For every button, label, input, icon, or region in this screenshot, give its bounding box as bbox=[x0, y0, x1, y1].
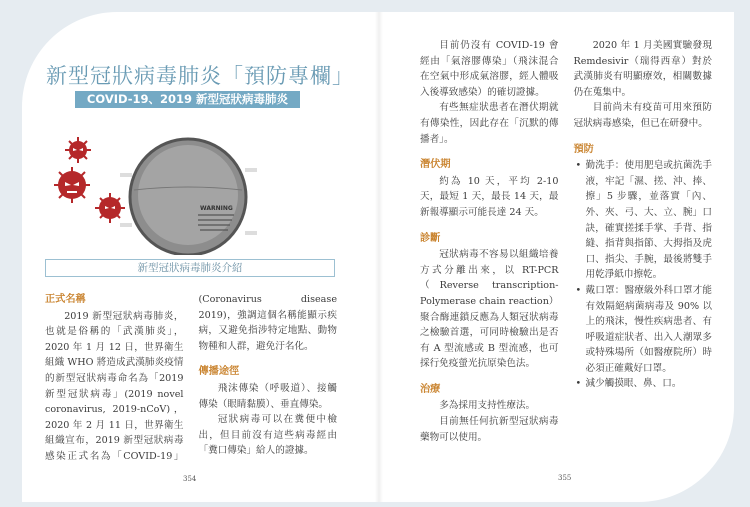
paragraph: 冠狀病毒可以在糞便中檢出，但目前沒有這些病毒經由「糞口傳染」給人的證據。 bbox=[198, 414, 337, 457]
list-item: • 戴口罩：醫療級外科口罩才能有效隔絕病菌病毒及 90% 以上的飛沫，慢性疾病患者、有呼吸道症狀者、出入人潮眾多或特殊場所（如醫療院所）時必須正確戴好口罩。 bbox=[574, 283, 713, 377]
section-heading: 傳播途徑 bbox=[198, 366, 240, 378]
paragraph: 2019 新型冠狀病毒肺炎，也就是俗稱的「武漢肺炎」，2020 年 1 月 12 日，世界衛生組織 WHO 將造成武漢肺炎疫情的新型冠狀病毒命名為「2019 新型冠狀病毒」(2019 novel coronavirus, 2019-nCoV)，2020 年 2 月 11 日，世界衛生組織宣布，2019 新型冠狀病毒感染正式名為「COVID-19」(Coronavirus disease 2019)，強調這個名稱能顯示疾病，又避免指涉特定地點、動物物種和人群，避免汙名化。 bbox=[45, 294, 337, 462]
prevention-list bbox=[574, 158, 713, 392]
paragraph: 多為採用支持性療法。 bbox=[439, 400, 536, 412]
section-heading: 診斷 bbox=[420, 232, 441, 244]
paragraph: 飛沫傳染（呼吸道）、接觸傳染（眼睛黏膜）、垂直傳染。 bbox=[198, 382, 337, 410]
virus-icon bbox=[54, 137, 125, 223]
list-item: • 勤洗手：使用肥皂或抗菌洗手液，牢記「濕、搓、沖、捧、擦」5 步驟，並落實「內、外、夾、弓、大、立、腕」口訣，確實搓揉手掌、手背、指縫、指背與指節、大拇指及虎口、指尖、手腕，最後將雙手用乾淨紙巾擦乾。 bbox=[574, 158, 713, 283]
paragraph: 目前尚未有疫苗可用來預防冠狀病毒感染，但已在研發中。 bbox=[573, 102, 712, 129]
paragraph: 冠狀病毒不容易以組織培養方式分離出來，以 RT-PCR（Reverse transcription-Polymerase chain reaction）聚合酶連鎖反應為人類冠狀病毒之檢驗首選，可同時檢驗出是否有 A 型流感或 B 型流感，也可採行免疫螢光抗原染色法。 bbox=[420, 249, 559, 370]
section-heading: 潛伏期 bbox=[420, 159, 451, 171]
mask-warning-label: WARNING bbox=[200, 205, 233, 212]
paragraph: 目前仍沒有 COVID-19 會經由「氣溶膠傳染」（飛沫混合在空氣中形成氣溶膠，經人體吸入後導致感染）的確切證據。 bbox=[420, 40, 559, 98]
paragraph: 約為 10 天，平均 2-10 天，最短 1 天，最長 14 天，最新報導顯示可能長達 24 天。 bbox=[420, 175, 559, 218]
page-title: 新型冠狀病毒肺炎「預防專欄」 bbox=[46, 64, 354, 88]
page-number: 354 bbox=[183, 475, 197, 483]
paragraph: 2020 年 1 月美國實驗發現 Remdesivir（瑞得西韋）對於武漢肺炎有明顯療效，相關數據仍在蒐集中。 bbox=[573, 40, 712, 98]
mask-icon bbox=[120, 139, 257, 255]
section-box-title: 新型冠狀病毒肺炎介紹 bbox=[45, 259, 335, 277]
gutter bbox=[375, 12, 383, 502]
subtitle-banner: COVID-19、2019 新型冠狀病毒肺炎 bbox=[75, 91, 300, 108]
right-page-text bbox=[420, 38, 712, 468]
section-heading: 預防 bbox=[573, 143, 594, 155]
section-heading: 治療 bbox=[420, 383, 441, 395]
mask-illustration bbox=[50, 115, 290, 255]
paragraph: 有些無症狀患者在潛伏期就有傳染性，因此存在「沉默的傳播者」。 bbox=[420, 102, 559, 145]
left-page-text bbox=[45, 292, 337, 468]
paragraph: 目前無任何抗新型冠狀病毒藥物可以使用。 bbox=[420, 416, 559, 443]
page-number: 355 bbox=[558, 474, 572, 482]
section-heading: 正式名稱 bbox=[45, 294, 86, 305]
list-item: • 減少觸摸眼、鼻、口。 bbox=[574, 376, 713, 392]
